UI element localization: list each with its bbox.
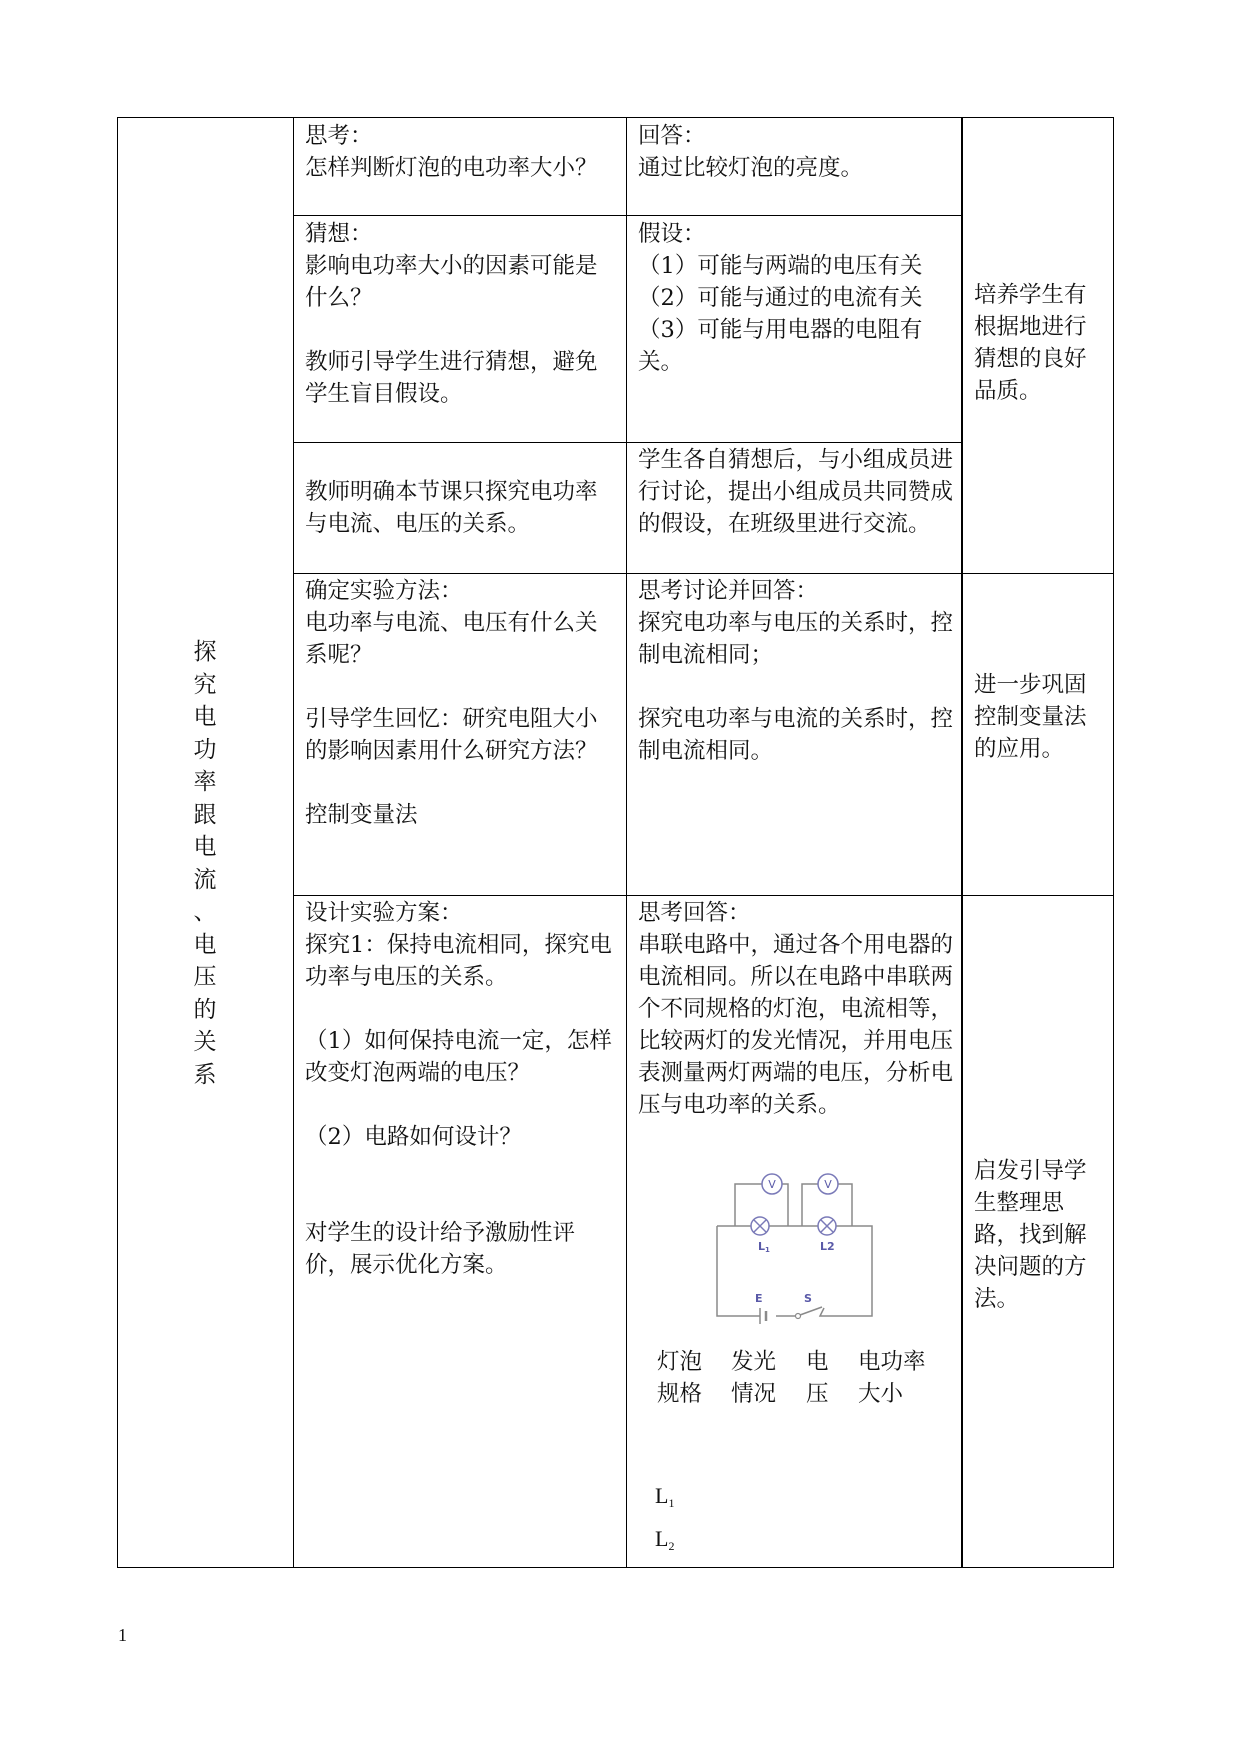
purpose-a: 培养学生有根据地进行猜想的良好品质。	[974, 282, 1087, 404]
row4-student: 思考讨论并回答： 探究电功率与电压的关系时，控制电流相同； 探究电功率与电流的关系时，控制电流相同。	[638, 578, 954, 764]
section-label	[175, 636, 235, 1091]
svg-text:L1: L1	[758, 1240, 770, 1254]
row1-teacher: 思考： 怎样判断灯泡的电功率大小？	[305, 123, 598, 181]
row2-teacher: 猜想： 影响电功率大小的因素可能是什么？ 教师引导学生进行猜想，避免学生盲目假设。	[305, 221, 598, 407]
data-table-row-l1: $L_1$	[655, 1483, 675, 1510]
data-table-row-l2: $L_2$	[655, 1526, 675, 1553]
row-divider-1	[293, 215, 962, 216]
section-label-char: 功	[193, 736, 217, 763]
section-label-char: 电	[193, 931, 217, 958]
row-divider-2	[293, 442, 962, 443]
row-divider-4	[293, 895, 1114, 896]
row1-student: 回答： 通过比较灯泡的亮度。	[638, 123, 864, 181]
data-table-header-brightness: 发光 情况	[731, 1349, 777, 1407]
section-label-char: 、	[193, 899, 217, 925]
row4-teacher: 确定实验方法： 电功率与电流、电压有什么关系呢？ 引导学生回忆：研究电阻大小的影响因素用什么研究方法？ 控制变量法	[305, 578, 598, 828]
data-table-header-power: 电功率 大小	[858, 1349, 926, 1407]
col-divider-1	[293, 117, 294, 1568]
purpose-b: 进一步巩固控制变量法的应用。	[974, 672, 1087, 762]
circuit-diagram	[700, 1170, 880, 1330]
purpose-c: 启发引导学生整理思路，找到解决问题的方法。	[974, 1158, 1087, 1312]
col-divider-3	[961, 117, 963, 1568]
table-top-border	[117, 117, 1114, 118]
page-number: 1	[118, 1625, 127, 1645]
table-bottom-border	[117, 1567, 1114, 1568]
table-right-border	[1113, 117, 1114, 1568]
section-label-char: 电	[193, 834, 217, 860]
section-label-char: 探	[193, 639, 217, 665]
row5-teacher: 设计实验方案： 探究1：保持电流相同，探究电功率与电压的关系。 （1）如何保持电流一定，怎样改变灯泡两端的电压？ （2）电路如何设计？ 对学生的设计给予激励性评价，展示优化方案。	[305, 900, 612, 1278]
svg-text:V: V	[824, 1178, 832, 1191]
row5-student: 思考回答： 串联电路中，通过各个用电器的电流相同。所以在电路中串联两个不同规格的灯泡，电流相等，比较两灯的发光情况，并用电压表测量两灯两端的电压，分析电压与电功率的关系。	[638, 900, 954, 1118]
svg-text:S: S	[804, 1292, 812, 1305]
section-label-char: 电	[193, 704, 217, 730]
bulb-l2	[818, 1217, 836, 1235]
svg-text:V: V	[768, 1178, 776, 1191]
section-label-char: 率	[193, 769, 217, 795]
svg-text:E: E	[755, 1292, 763, 1305]
section-label-char: 压	[193, 964, 217, 990]
data-table-header-voltage: 电 压	[806, 1349, 829, 1407]
section-label-char: 流	[193, 866, 217, 893]
section-label-char: 究	[193, 671, 217, 698]
row3-student: 学生各自猜想后，与小组成员进行讨论，提出小组成员共同赞成的假设，在班级里进行交流。	[638, 447, 954, 537]
row3-teacher: 教师明确本节课只探究电功率与电流、电压的关系。	[305, 479, 598, 537]
data-table-header-spec: 灯泡 规格	[657, 1349, 703, 1407]
section-label-char: 系	[193, 1061, 217, 1088]
bulb-l1	[751, 1217, 769, 1235]
row-divider-3	[293, 573, 1114, 574]
section-label-char: 关	[193, 1029, 217, 1055]
section-label-char: 跟	[193, 801, 217, 828]
col-divider-2	[626, 117, 627, 1568]
row2-student: 假设： （1）可能与两端的电压有关 （2）可能与通过的电流有关 （3）可能与用电器的电阻有关。	[638, 221, 923, 375]
table-left-border	[117, 117, 118, 1568]
section-label-char: 的	[193, 996, 217, 1023]
svg-text:L2: L2	[820, 1240, 835, 1253]
